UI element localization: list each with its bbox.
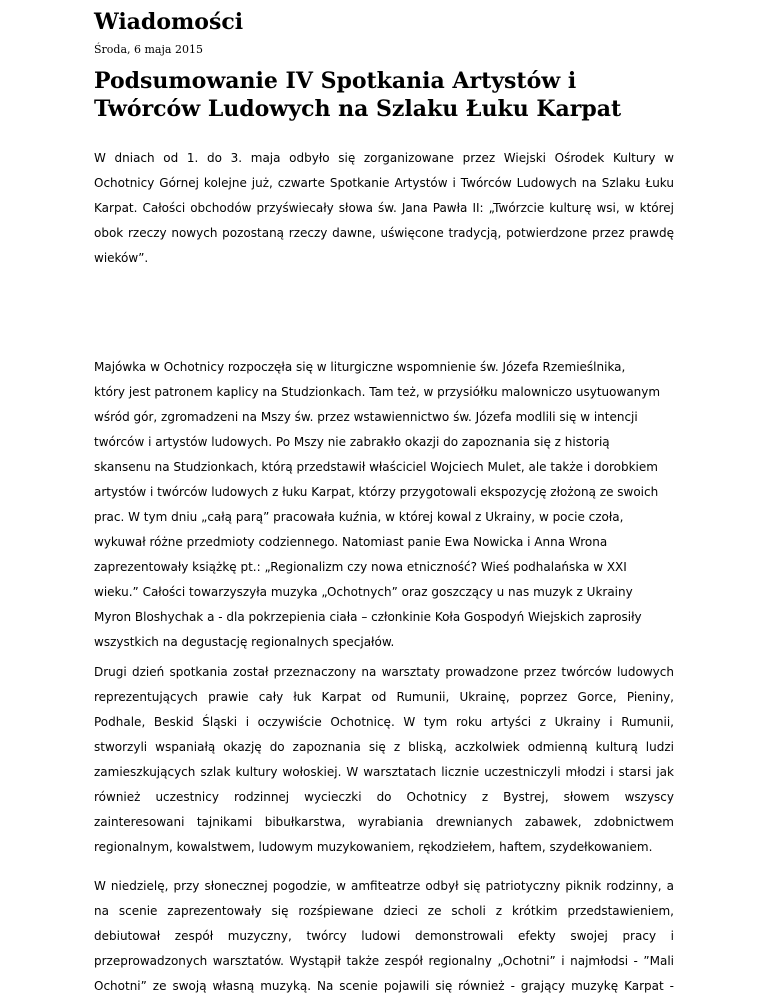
paragraph-line: twórców i artystów ludowych. Po Mszy nie zabrakło okazji do zapoznania się z historią <box>94 435 610 449</box>
paragraph-line: debiutował zespół muzyczny, twórcy ludowi demonstrowali efekty swojej pracy i <box>94 929 674 943</box>
paragraph-line: zainteresowani tajnikami bibułkarstwa, wyrabiania drewnianych zabawek, zdobnictwem <box>94 815 674 829</box>
paragraph-line: W dniach od 1. do 3. maja odbyło się zorganizowane przez Wiejski Ośrodek Kultury w <box>94 151 674 165</box>
paragraph-line: który jest patronem kaplicy na Studzionkach. Tam też, w przysiółku malowniczo usytuowanym <box>94 385 661 399</box>
paragraph-line: przeprowadzonych warsztatów. Wystąpił także zespół regionalny „Ochotni” i najmłodsi - ”Mali <box>94 954 674 968</box>
publication-date: Środa, 6 maja 2015 <box>94 43 203 56</box>
paragraph-line: Majówka w Ochotnicy rozpoczęła się w liturgiczne wspomnienie św. Józefa Rzemieślnika, <box>94 360 626 374</box>
paragraph-line: wieku.” Całości towarzyszyła muzyka „Ochotnych” oraz goszczący u nas muzyk z Ukrainy <box>94 585 633 599</box>
paragraph-line: wykuwał różne przedmioty codziennego. Natomiast panie Ewa Nowicka i Anna Wrona <box>94 535 608 549</box>
paragraph-line: Podhale, Beskid Śląski i oczywiście Ochotnicę. W tym roku artyści z Ukrainy i Rumunii, <box>94 715 674 729</box>
paragraph-line: prac. W tym dniu „całą parą” pracowała kuźnia, w której kowal z Ukrainy, w pocie czoła, <box>94 510 624 524</box>
paragraph-line: wśród gór, zgromadzeni na Mszy św. przez wstawiennictwo św. Józefa modlili się w intencji <box>94 410 638 424</box>
article-paragraph-4 <box>94 874 674 999</box>
section-title: Wiadomości <box>94 9 244 35</box>
paragraph-line: obok rzeczy nowych pozostaną rzeczy dawne, uświęcone tradycją, potwierdzone przez prawdę <box>94 226 674 240</box>
paragraph-line: Karpat. Całości obchodów przyświecały słowa św. Jana Pawła II: „Twórzcie kulturę wsi, w której <box>94 201 674 215</box>
paragraph-line: W niedzielę, przy słonecznej pogodzie, w amfiteatrze odbył się patriotyczny piknik rodzinny, a <box>94 879 674 893</box>
paragraph-line: reprezentujących prawie cały łuk Karpat od Rumunii, Ukrainę, poprzez Gorce, Pieniny, <box>94 690 674 704</box>
paragraph-line: artystów i twórców ludowych z łuku Karpat, którzy przygotowali ekspozycję złożoną ze swoich <box>94 485 659 499</box>
paragraph-line: wszystkich na degustację regionalnych specjałów. <box>94 635 395 649</box>
paragraph-line: wieków”. <box>94 251 149 265</box>
paragraph-line: zamieszkujących szlak kultury wołoskiej. W warsztatach licznie uczestniczyli młodzi i starsi jak <box>94 765 674 779</box>
article-paragraph-2 <box>94 355 674 655</box>
article-paragraph-3 <box>94 660 674 860</box>
paragraph-line: regionalnym, kowalstwem, ludowym muzykowaniem, rękodziełem, haftem, szydełkowaniem. <box>94 840 653 854</box>
article-title: Podsumowanie IV Spotkania Artystów i Twórców Ludowych na Szlaku Łuku Karpat <box>94 68 622 122</box>
paragraph-line: zaprezentowały książkę pt.: „Regionalizm czy nowa etniczność? Wieś podhalańska w XXI <box>94 560 627 574</box>
paragraph-line: Drugi dzień spotkania został przeznaczony na warsztaty prowadzone przez twórców ludowych <box>94 665 674 679</box>
paragraph-line: stworzyli wspaniałą okazję do zapoznania się z bliską, aczkolwiek odmienną kulturą ludzi <box>94 740 674 754</box>
paragraph-line: Myron Bloshychak a - dla pokrzepienia ciała – członkinie Koła Gospodyń Wiejskich zaprosiły <box>94 610 642 624</box>
paragraph-line: na scenie zaprezentowały się rozśpiewane dzieci ze scholi z krótkim przedstawieniem, <box>94 904 674 918</box>
paragraph-line: również uczestnicy rodzinnej wycieczki do Ochotnicy z Bystrej, słowem wszyscy <box>94 790 674 804</box>
paragraph-line: skansenu na Studzionkach, którą przedstawił właściciel Wojciech Mulet, ale także i dorobkiem <box>94 460 658 474</box>
paragraph-line: Ochotnicy Górnej kolejne już, czwarte Spotkanie Artystów i Twórców Ludowych na Szlaku Łuku <box>94 176 674 190</box>
paragraph-line: Ochotni” ze swoją własną muzyką. Na scenie pojawili się również - grający muzykę Karpat - <box>94 979 674 993</box>
article-paragraph-1 <box>94 146 674 271</box>
